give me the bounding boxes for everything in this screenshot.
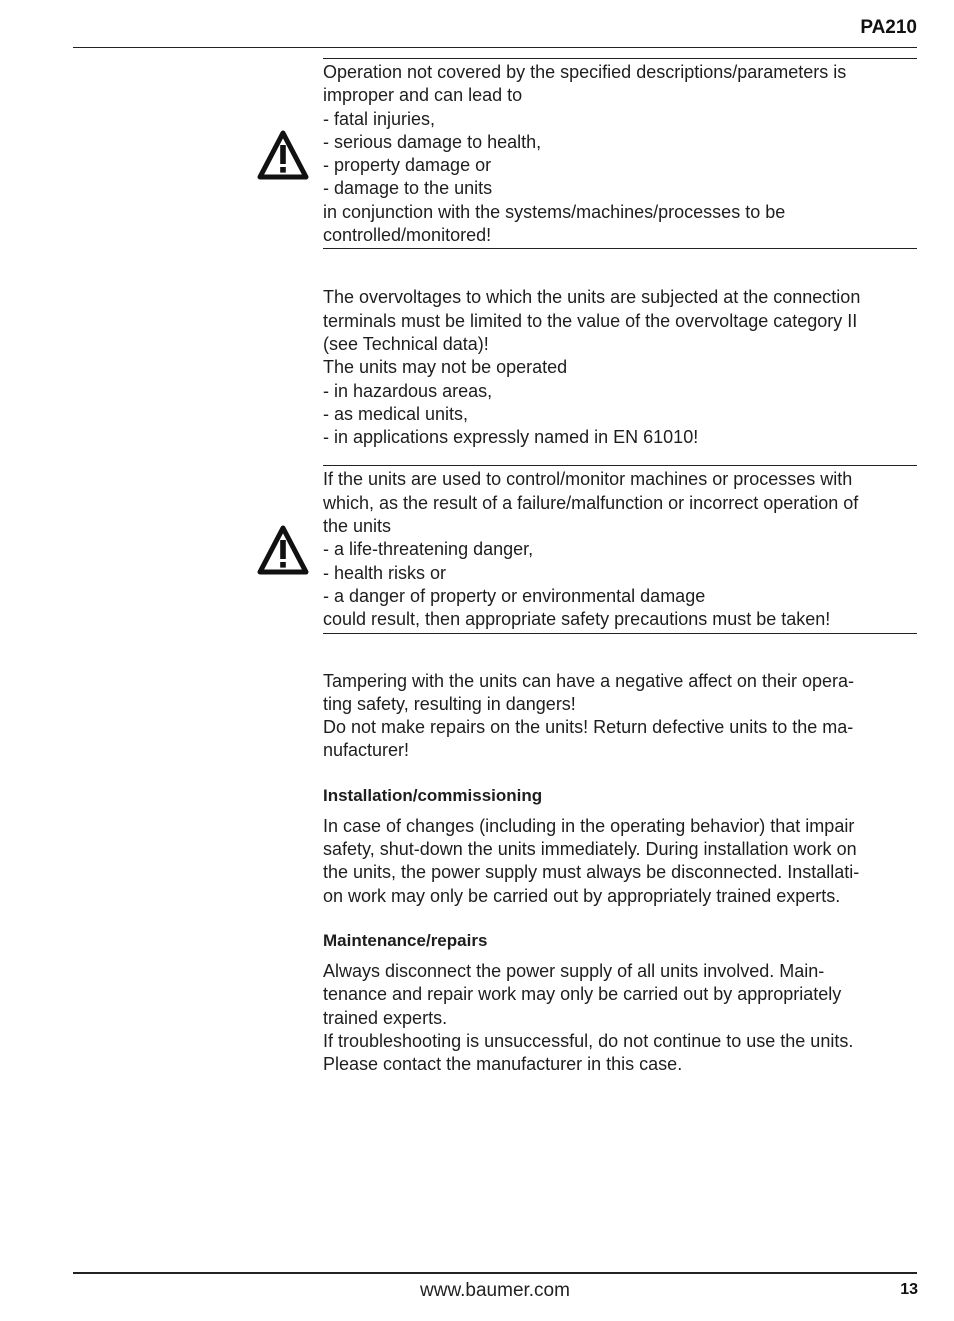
text-line: In case of changes (including in the operating behavior) that impair	[323, 815, 855, 836]
text-line: - a life-threatening danger,	[323, 539, 534, 560]
text-line: - in applications expressly named in EN 61010!	[323, 427, 699, 448]
text-line: If the units are used to control/monitor machines or processes with	[323, 469, 853, 490]
page-header-product: PA210	[860, 17, 917, 38]
text-line: - serious damage to health,	[323, 131, 542, 152]
text-line: which, as the result of a failure/malfunction or incorrect operation of	[323, 492, 859, 513]
text-line: - damage to the units	[323, 178, 493, 199]
header-rule	[73, 47, 917, 48]
text-line: If troubleshooting is unsuccessful, do not continue to use the units.	[323, 1030, 854, 1051]
text-line: Tampering with the units can have a negative affect on their opera-	[323, 670, 854, 691]
text-line: terminals must be limited to the value of the overvoltage category II	[323, 310, 858, 331]
text-line: safety, shut-down the units immediately. During installation work on	[323, 839, 857, 860]
warning-box-2-text	[323, 468, 917, 631]
page-number: 13	[900, 1281, 918, 1298]
installation-heading: Installation/commissioning	[323, 785, 543, 805]
maintenance-paragraph	[323, 960, 917, 1076]
text-line: - as medical units,	[323, 403, 469, 424]
text-line: in conjunction with the systems/machines/processes to be	[323, 201, 786, 222]
text-line: - in hazardous areas,	[323, 380, 493, 401]
text-line: Always disconnect the power supply of all units involved. Main-	[323, 960, 825, 981]
warning-box-1	[323, 58, 917, 249]
text-line: Do not make repairs on the units! Return defective units to the ma-	[323, 717, 854, 738]
footer-rule	[73, 1272, 917, 1274]
text-line: Please contact the manufacturer in this case.	[323, 1054, 683, 1075]
text-line: ting safety, resulting in dangers!	[323, 693, 576, 714]
tampering-paragraph	[323, 670, 917, 763]
overvoltage-paragraph	[323, 286, 917, 449]
text-line: - property damage or	[323, 155, 492, 176]
footer-website-link[interactable]: www.baumer.com	[420, 1280, 570, 1301]
main-content	[323, 58, 917, 1076]
text-line: The units may not be operated	[323, 357, 568, 378]
text-line: on work may only be carried out by appropriately trained experts.	[323, 885, 841, 906]
text-line: - a danger of property or environmental damage	[323, 585, 706, 606]
text-line: tenance and repair work may only be carried out by appropriately	[323, 984, 842, 1005]
warning-triangle-icon	[257, 524, 309, 576]
text-line: - fatal injuries,	[323, 108, 436, 129]
text-line: the units	[323, 516, 392, 537]
warning-box-1-text	[323, 61, 917, 247]
text-line: nufacturer!	[323, 740, 410, 761]
text-line: The overvoltages to which the units are subjected at the connection	[323, 287, 861, 308]
text-line: trained experts.	[323, 1007, 448, 1028]
text-line: controlled/monitored!	[323, 225, 492, 246]
text-line: the units, the power supply must always be disconnected. Installati-	[323, 862, 860, 883]
maintenance-heading: Maintenance/repairs	[323, 930, 488, 950]
installation-paragraph	[323, 815, 917, 908]
text-line: (see Technical data)!	[323, 333, 489, 354]
text-line: could result, then appropriate safety precautions must be taken!	[323, 609, 831, 630]
warning-box-2	[323, 465, 917, 633]
text-line: - health risks or	[323, 562, 447, 583]
text-line: Operation not covered by the specified descriptions/parameters is	[323, 62, 847, 82]
warning-triangle-icon	[257, 129, 309, 181]
text-line: improper and can lead to	[323, 85, 523, 106]
